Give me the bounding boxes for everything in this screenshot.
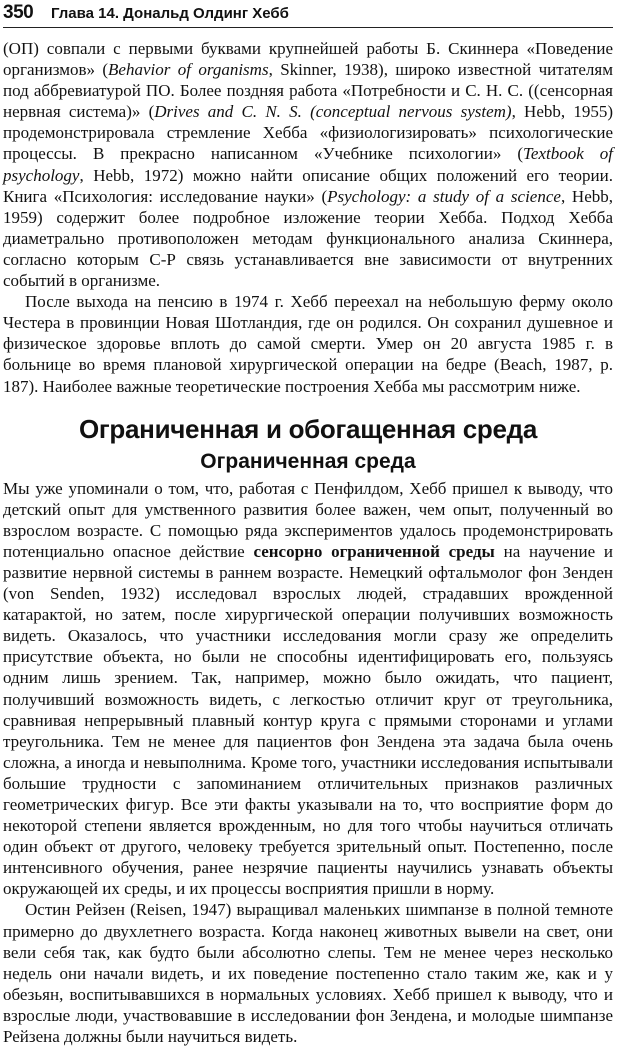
body-text (3, 38, 613, 1047)
header-rule (3, 27, 613, 28)
p3-text-2: на научение и развитие нервной системы в раннем возрасте. Немецкий офтальмолог фон Зенден (von Senden, 1932) исследовал взрослых людей, страдавших врожденной катарактой, но затем, после хирургической операции получивших возможность видеть. Оказалось, что участники исследования могли сразу же определить присутствие объекта, но были не способны идентифицировать его, пользуясь одним лишь зрением. Так, например, можно было ожидать, что пациент, получивший возможность видеть, с легкостью отличит круг от треугольника, сравнивая непрерывный плавный контур круга с прямыми сторонами и углами треугольника. Тем не менее для пациентов фон Зендена эта задача была очень сложна, а иногда и невыполнима. Кроме того, участники исследования испытывали большие трудности с запоминанием отличительных признаков различных геометрических фигур. Все эти факты указывали на то, что восприятие форм до некоторой степени является врожденным, но для того чтобы научиться отличать один объект от другого, человеку требуется зрительный опыт. Постепенно, после интенсивного обучения, ранее незрячие пациенты научились узнавать объекты окружающей их среды, и их процессы восприятия пришли в норму. (3, 541, 613, 899)
p1-italic-title-1: Behavior of organisms (108, 60, 269, 80)
p3-text-1: Мы уже упоминали о том, что, работая с Пенфилдом, Хебб пришел к выводу, что детский опыт для умственного развития более важен, чем опыт, полученный во взрослом возрасте. С помощью ряда экспериментов удалось продемонстрировать потенциально опасное действие (3, 478, 613, 561)
p1-text-4: , Hebb, 1972) можно найти описание общих положений его теории. Книга «Психология: исследование науки» ( (3, 165, 613, 206)
subsection-title: Ограниченная среда (200, 449, 416, 473)
page-number: 350 (3, 2, 34, 23)
paragraph-3 (3, 478, 613, 900)
paragraph-1 (3, 38, 613, 291)
p1-italic-title-3: Textbook of psychology (3, 144, 614, 185)
page-header (3, 0, 613, 30)
p1-text-3: , Hebb, 1955) продемонстрировала стремление Хебба «физиологизировать» психологические процессы. В прекрасно написанном «Учебнике психологии» ( (3, 102, 613, 164)
p1-text-5: , Hebb, 1959) содержит более подробное изложение теории Хебба. Подход Хебба диаметрально противоположен методам функционального анализа Скиннера, согласно которым С-Р связь устанавливается вне зависимости от внутренних событий в организме. (3, 186, 613, 291)
paragraph-4: Остин Рейзен (Reisen, 1947) выращивал маленьких шимпанзе в полной темноте примерно до двухлетнего возраста. Когда наконец животных вывели на свет, они вели себя так, как будто были абсолютно слепы. Тем не менее через несколько недель они начали видеть, и их поведение постепенно стало таким же, как и у обезьян, воспитывавшихся в нормальных условиях. Хебб пришел к выводу, что и взрослые люди, участвовавшие в исследовании фон Зендена, и молодые шимпанзе Рейзена должны были научиться видеть. (3, 900, 613, 1047)
running-head: Глава 14. Дональд Олдинг Хебб (51, 5, 289, 22)
p3-bold-term: сенсорно ограниченной среды (253, 541, 495, 561)
section-title: Ограниченная и обогащенная среда (78, 413, 538, 444)
p1-italic-title-4: Psychology: a study of a science (327, 186, 561, 206)
p1-text-2: , Skinner, 1938), широко известной читателям под аббревиатурой ПО. Более поздняя работа «Потребности и С. Н. С. ((сенсорная нервная система)» ( (3, 60, 613, 122)
p1-text-1: (ОП) совпали с первыми буквами крупнейшей работы Б. Скиннера «Поведение организмов» ( (3, 39, 613, 80)
paragraph-2: После выхода на пенсию в 1974 г. Хебб переехал на небольшую ферму около Честера в провинции Новая Шотландия, где он родился. Он сохранил душевное и физическое здоровье вплоть до самой смерти. Умер он 20 августа 1985 г. в больнице во время плановой хирургической операции на бедре (Beach, 1987, p. 187). Наиболее важные теоретические построения Хебба мы рассмотрим ниже. (3, 292, 613, 396)
p1-italic-title-2: Drives and C. N. S. (conceptual nervous system) (154, 102, 512, 122)
